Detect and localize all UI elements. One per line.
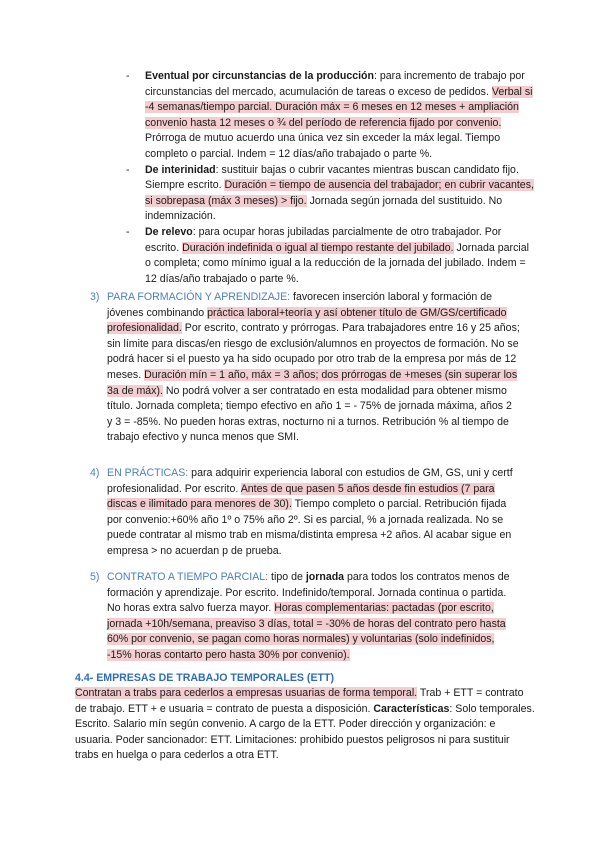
bullet-text xyxy=(145,69,536,163)
section-tiempo-parcial xyxy=(90,570,520,664)
ett-text-2: : Solo temporales. Escrito. Salario mín según convenio. A cargo de la ETT. Poder dirección y organización: e usuaria. Poder sancionador: ETT. Limitaciones: prohibido puestos peligrosos ni para sustituir trabs en huelga o para cederlos a otra ETT. xyxy=(75,702,535,762)
ett-heading: 4.4- EMPRESAS DE TRABAJO TEMPORALES (ETT) xyxy=(75,672,334,684)
bullet-term: Eventual por circunstancias de la producción xyxy=(145,70,375,82)
section-body xyxy=(90,290,520,446)
section-text-2: Por escrito, contrato y prórrogas. Para trabajadores entre 16 y 25 años; sin límite para discas/en riesgo de exclusión/alumnos en proyectos de formación. No se podrá hacer si el puesto ya ha sido ocupado por otro trab de la empresa por más de 12 meses. xyxy=(107,322,520,381)
section-highlight-1: Horas complementarias: pactadas (por escrito, jornada +10h/semana, preaviso 3 días, total = -30% de horas del contrato pero hasta 60% por convenio, se pagan como horas normales) y voluntarias (solo indefinidos, -15% horas contarto pero hasta 30% por convenio). xyxy=(107,602,506,661)
bullet-text xyxy=(145,225,536,287)
section-number: 5) xyxy=(90,571,100,583)
bullet-text xyxy=(145,163,536,225)
bullet-term: De relevo xyxy=(145,225,193,238)
section-highlight-1: Antes de que pasen 5 años desde fin estudios (7 para discas e ilimitado para menores de 30). xyxy=(107,482,495,511)
bullet-marker: - xyxy=(126,70,130,82)
section-formacion-aprendizaje xyxy=(90,290,520,446)
bullet-highlight: Duración = tiempo de ausencia del trabajador; en cubrir vacantes, si sobrepasa (máx 3 meses) > fijo. xyxy=(145,179,534,207)
bullet-marker: - xyxy=(126,225,130,238)
bullet-plain-1: : sustituir bajas o cubrir vacantes mientras buscan candidato fijo. Siempre escrito. xyxy=(145,163,519,192)
bullet-plain-1: : para ocupar horas jubiladas parcialmente de otro trabajador. Por escrito. xyxy=(145,225,502,254)
bullet-plain-2: Prórroga de mutuo acuerdo una única vez sin exceder la máx legal. Tiempo completo o parcial. Indem = 12 días/año trabajado o parte %. xyxy=(145,132,501,160)
section-text-2: Tiempo completo o parcial. Retribución fijada por convenio:+60% año 1º o 75% año 2º. Si es parcial, % a jornada realizada. No se puede contratar al mismo trab en misma/distinta empresa +2 años. Al acabar sigue en empresa > no acuerdan p de prueba. xyxy=(107,498,512,557)
bullet-plain-2: Jornada según jornada del sustituido. No indemnización. xyxy=(145,194,503,223)
section-number: 4) xyxy=(90,467,100,479)
section-bold-term: jornada xyxy=(305,571,345,583)
ett-text-1: Trab + ETT = contrato de trabajo. ETT + e usuaria = contrato de puesta a disposición. xyxy=(75,687,524,715)
bullet-highlight: Verbal si -4 semanas/tiempo parcial. Duración máx = 6 meses en 12 meses + ampliación convenio hasta 12 meses o ¾ del período de referencia fijado por convenio. xyxy=(145,85,533,129)
bullet-plain-1: : para incremento de trabajo por circunstancias del mercado, acumulación de tareas o exceso de pedidos. xyxy=(145,70,525,98)
bullet-plain-2: Jornada parcial o completa; como mínimo igual a la reducción de la jornada del jubilado. Indem = 12 días/año trabajado o parte %. xyxy=(145,241,529,285)
section-text-1a: tipo de xyxy=(268,571,306,583)
ett-highlight: Contratan a trabs para cederlos a empresas usuarias de forma temporal. xyxy=(75,687,418,699)
section-body xyxy=(90,466,520,560)
section-text-1: para adquirir experiencia laboral con estudios de GM, GS, uni y certf profesionalidad. Por escrito. xyxy=(107,467,513,495)
section-text-1: favorecen inserción laboral y formación de jóvenes combinando xyxy=(107,291,493,319)
bullet-term: De interinidad xyxy=(145,163,216,176)
bullet-highlight: Duración indefinida o igual al tiempo restante del jubilado. xyxy=(182,241,454,254)
section-text-3: No podrá volver a ser contratado en esta modalidad para obtener mismo título. Jornada completa; tiempo efectivo en año 1 = - 75% de jornada máxima, años 2 y 3 = -85%. No pueden horas extras, nocturno ni a turnos. Retribución % al tiempo de trabajo efectivo y nunca menos que SMI. xyxy=(107,384,512,444)
bullet-interinidad xyxy=(126,163,536,225)
bullet-relevo xyxy=(126,225,536,287)
section-body xyxy=(90,570,520,664)
section-title: PARA FORMACIÓN Y APRENDIZAJE: xyxy=(107,291,291,303)
ett-bold-term: Características xyxy=(373,702,450,715)
section-highlight-1: práctica laboral+teoría y así obtener título de GM/GS/certificado profesionalidad. xyxy=(107,306,507,335)
bullet-marker: - xyxy=(126,163,130,176)
section-title: CONTRATO A TIEMPO PARCIAL: xyxy=(107,571,269,583)
section-title: EN PRÁCTICAS: xyxy=(107,467,189,479)
section-highlight-2: Duración mín = 1 año, máx = 3 años; dos prórrogas de +meses (sin superar los 3a de máx). xyxy=(107,368,518,397)
section-en-practicas xyxy=(90,466,520,560)
section-text-1b: para todos los contratos menos de formación y aprendizaje. Por escrito. Indefinido/temporal. Jornada continua o partida. No horas extra salvo fuerza mayor. xyxy=(107,571,510,615)
section-number: 3) xyxy=(90,291,100,303)
ett-paragraph xyxy=(75,686,535,764)
bullet-eventual xyxy=(126,69,536,163)
contract-type-list xyxy=(126,69,536,287)
